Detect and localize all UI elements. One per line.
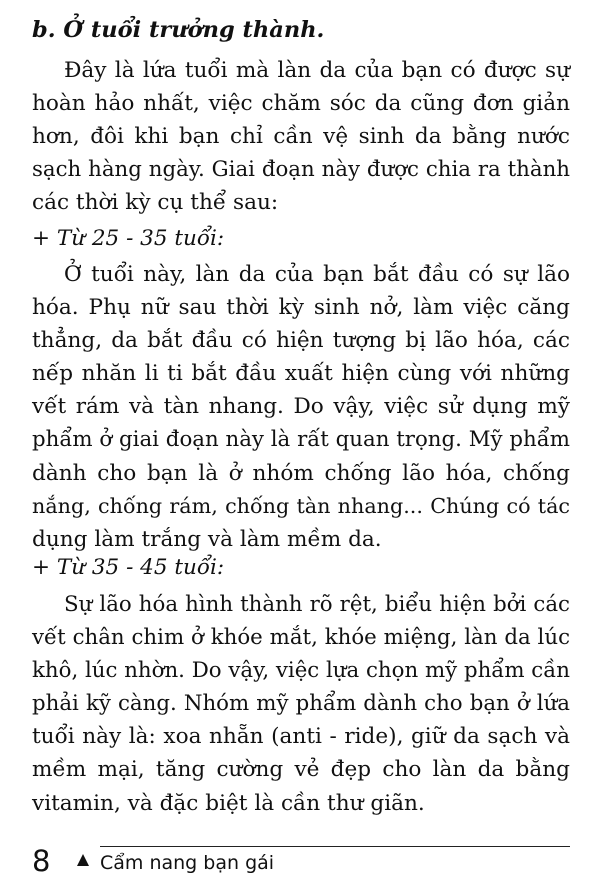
paragraph-line: mềm mại, tăng cường vẻ đẹp cho làn da bằng (32, 757, 570, 783)
paragraph-line: thẳng, da bắt đầu có hiện tượng bị lão hóa, các (32, 328, 570, 354)
paragraph-line: khô, lúc nhờn. Do vậy, việc lựa chọn mỹ phẩm cần (32, 658, 570, 684)
paragraph-line: Đây là lứa tuổi mà làn da của bạn có được sự (64, 58, 570, 83)
page-number: 8 (32, 844, 51, 878)
paragraph-line: Ở tuổi này, làn da của bạn bắt đầu có sự lão (64, 262, 570, 287)
paragraph-line: vết rám và tàn nhang. Do vậy, việc sử dụng mỹ (32, 394, 570, 420)
paragraph-line: vitamin, và đặc biệt là cần thư giãn. (32, 790, 425, 816)
subsection-paragraph (32, 258, 570, 556)
subsection-paragraph (32, 588, 570, 820)
book-title: Cẩm nang bạn gái (100, 852, 275, 874)
paragraph-line: sạch hàng ngày. Giai đoạn này được chia ra thành (32, 157, 570, 183)
paragraph-line: Sự lão hóa hình thành rõ rệt, biểu hiện bởi các (64, 592, 570, 617)
paragraph-line: các thời kỳ cụ thể sau: (32, 190, 279, 216)
paragraph-line: hóa. Phụ nữ sau thời kỳ sinh nở, làm việc căng (32, 295, 570, 321)
paragraph-line: phải kỹ càng. Nhóm mỹ phẩm dành cho bạn ở lứa (32, 691, 570, 717)
subsection-heading: + Từ 25 - 35 tuổi: (32, 226, 225, 251)
section-heading: b. Ở tuổi trưởng thành. (32, 17, 325, 43)
paragraph-line: tuổi này là: xoa nhẵn (anti - ride), giữ da sạch và (32, 724, 570, 750)
intro-paragraph (32, 54, 570, 219)
paragraph-line: dụng làm trắng và làm mềm da. (32, 526, 382, 552)
paragraph-line: dành cho bạn là ở nhóm chống lão hóa, chống (32, 460, 570, 486)
paragraph-line: hoàn hảo nhất, việc chăm sóc da cũng đơn giản (32, 91, 570, 117)
paragraph-line: vết chân chim ở khóe mắt, khóe miệng, làn da lúc (32, 625, 570, 651)
page-footer (32, 830, 570, 880)
paragraph-line: nắng, chống rám, chống tàn nhang... Chúng có tác (32, 493, 570, 518)
paragraph-line: nếp nhăn li ti bắt đầu xuất hiện cùng với những (32, 361, 570, 387)
subsection-heading: + Từ 35 - 45 tuổi: (32, 555, 225, 580)
paragraph-line: phẩm ở giai đoạn này là rất quan trọng. Mỹ phẩm (32, 427, 570, 453)
paragraph-line: hơn, đôi khi bạn chỉ cần vệ sinh da bằng nước (32, 124, 570, 150)
footer-rule (100, 846, 570, 847)
triangle-icon (77, 854, 89, 866)
